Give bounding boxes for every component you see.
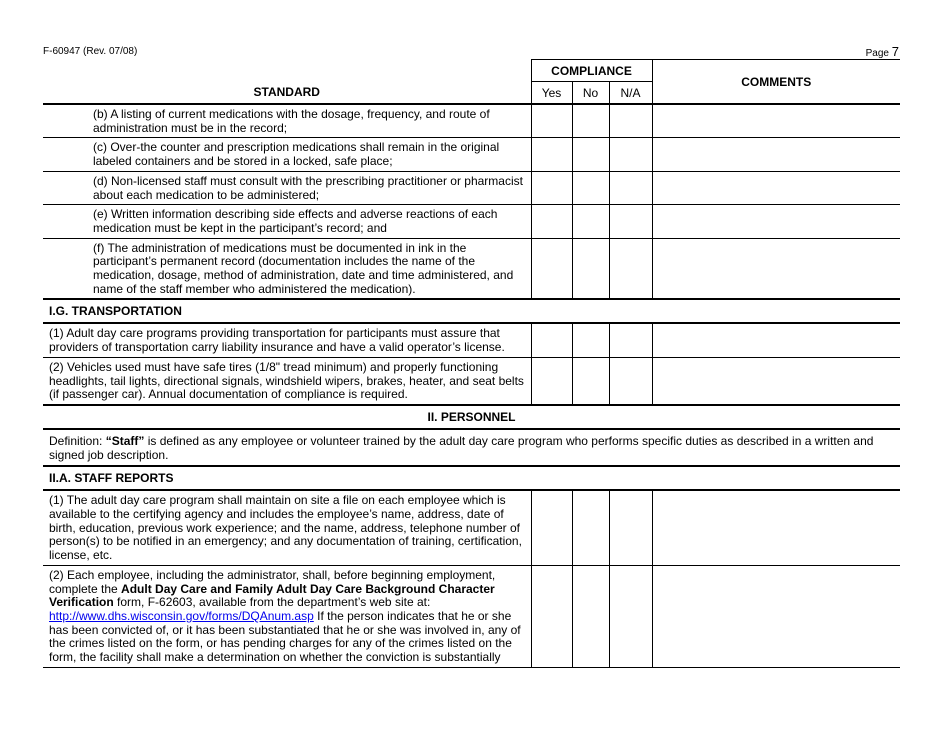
standard-text: (1) The adult day care program shall maintain on site a file on each employee which is available to the certifying agency and includes the employee’s name, address, date of birth, education, previous work experience; and the name, address, telephone number of person(s) to be notified in an emergency; and any documentation of training, certification, license, etc.: [49, 493, 522, 563]
standard-text: (e) Written information describing side effects and adverse reactions of each medication must be kept in the participant’s record; and: [93, 207, 498, 235]
comment-cell[interactable]: [652, 238, 900, 299]
page-label: Page: [865, 48, 889, 59]
comment-cell[interactable]: [652, 171, 900, 204]
na-header: N/A: [609, 82, 652, 105]
yes-cell[interactable]: [531, 357, 572, 405]
definition-prefix: Definition:: [49, 433, 106, 448]
table-row: [43, 138, 900, 171]
page-number-value: 7: [891, 44, 899, 59]
table-row: [43, 238, 900, 299]
standard-text: (d) Non-licensed staff must consult with the prescribing practitioner or pharmacist about each medication to be administered;: [93, 173, 523, 202]
no-cell[interactable]: [572, 238, 609, 299]
definition-body: is defined as any employee or volunteer trained by the adult day care program who performs specific duties as described in a written and signed job description.: [49, 433, 874, 462]
standard-text: (b) A listing of current medications with the dosage, frequency, and route of administration must be in the record;: [93, 107, 490, 135]
standard-text: (2) Each employee, including the administrator, shall, before beginning employment, complete the Adult Day Care and Family Adult Day Care Background Character Verification form, F-62603, available from the department’s web site at: http://www.dhs.wisconsin.gov/forms/DQAnum.asp If the person indicates that he or she has been convicted of, or it has been substantiated that he or she was involved in, any of the crimes listed on the form, or has pending charges for any of the crimes listed on the form, the facility shall make a determination on whether the conviction is substantially: [49, 567, 521, 665]
na-cell[interactable]: [609, 238, 652, 299]
compliance-table: [43, 59, 900, 668]
table-row: [43, 171, 900, 204]
no-cell[interactable]: [572, 490, 609, 565]
section-title-transportation: I.G. TRANSPORTATION: [43, 299, 900, 323]
section-title-staff-reports: II.A. STAFF REPORTS: [43, 466, 900, 490]
comment-cell[interactable]: [652, 138, 900, 171]
na-cell[interactable]: [609, 323, 652, 357]
section-header: [43, 466, 900, 490]
na-cell[interactable]: [609, 565, 652, 667]
form-name: Adult Day Care and Family Adult Day Care Background Character Verification: [49, 581, 495, 610]
section-header: [43, 299, 900, 323]
page-number: [866, 44, 899, 59]
na-cell[interactable]: [609, 171, 652, 204]
yes-cell[interactable]: [531, 238, 572, 299]
section-title-personnel: II. PERSONNEL: [43, 405, 900, 429]
no-cell[interactable]: [572, 104, 609, 138]
na-cell[interactable]: [609, 357, 652, 405]
na-cell[interactable]: [609, 138, 652, 171]
standard-text: (f) The administration of medications must be documented in ink in the participant’s permanent record (documentation includes the name of the medication, dosage, method of administration, date and time administered, and name of the staff member who administered the medication).: [93, 240, 514, 296]
yes-cell[interactable]: [531, 171, 572, 204]
comment-cell[interactable]: [652, 357, 900, 405]
yes-cell[interactable]: [531, 490, 572, 565]
table-row: [43, 565, 900, 667]
yes-cell[interactable]: [531, 138, 572, 171]
na-cell[interactable]: [609, 104, 652, 138]
standard-text: (c) Over-the counter and prescription medications shall remain in the original labeled containers and be stored in a locked, safe place;: [93, 140, 500, 169]
no-cell[interactable]: [572, 171, 609, 204]
dhs-forms-link[interactable]: http://www.dhs.wisconsin.gov/forms/DQAnum.asp: [49, 608, 314, 623]
comment-cell[interactable]: [652, 490, 900, 565]
comment-cell[interactable]: [652, 323, 900, 357]
yes-cell[interactable]: [531, 323, 572, 357]
na-cell[interactable]: [609, 205, 652, 238]
standard-text: (2) Vehicles used must have safe tires (1/8" tread minimum) and properly functioning headlights, tail lights, directional signals, windshield wipers, brakes, heater, and seat belts (if passenger car). Annual documentation of compliance is required.: [49, 359, 524, 402]
yes-cell[interactable]: [531, 104, 572, 138]
form-id: F-60947 (Rev. 07/08): [43, 46, 138, 57]
no-cell[interactable]: [572, 205, 609, 238]
yes-cell[interactable]: [531, 565, 572, 667]
yes-header: Yes: [531, 82, 572, 105]
section-header: [43, 405, 900, 429]
no-cell[interactable]: [572, 565, 609, 667]
no-cell[interactable]: [572, 323, 609, 357]
compliance-header: COMPLIANCE: [531, 60, 652, 82]
comment-cell[interactable]: [652, 205, 900, 238]
table-row: [43, 323, 900, 357]
table-row: [43, 357, 900, 405]
table-row: [43, 205, 900, 238]
na-cell[interactable]: [609, 490, 652, 565]
no-header: No: [572, 82, 609, 105]
comments-header: COMMENTS: [652, 60, 900, 105]
table-row: [43, 490, 900, 565]
table-row: [43, 104, 900, 138]
definition-text: [43, 429, 900, 466]
comment-cell[interactable]: [652, 565, 900, 667]
standard-header: STANDARD: [43, 82, 531, 105]
no-cell[interactable]: [572, 138, 609, 171]
definition-term: “Staff”: [105, 433, 145, 448]
yes-cell[interactable]: [531, 205, 572, 238]
comment-cell[interactable]: [652, 104, 900, 138]
definition-row: [43, 429, 900, 466]
no-cell[interactable]: [572, 357, 609, 405]
standard-text: (1) Adult day care programs providing transportation for participants must assure that providers of transportation carry liability insurance and have a valid operator’s license.: [49, 326, 505, 355]
